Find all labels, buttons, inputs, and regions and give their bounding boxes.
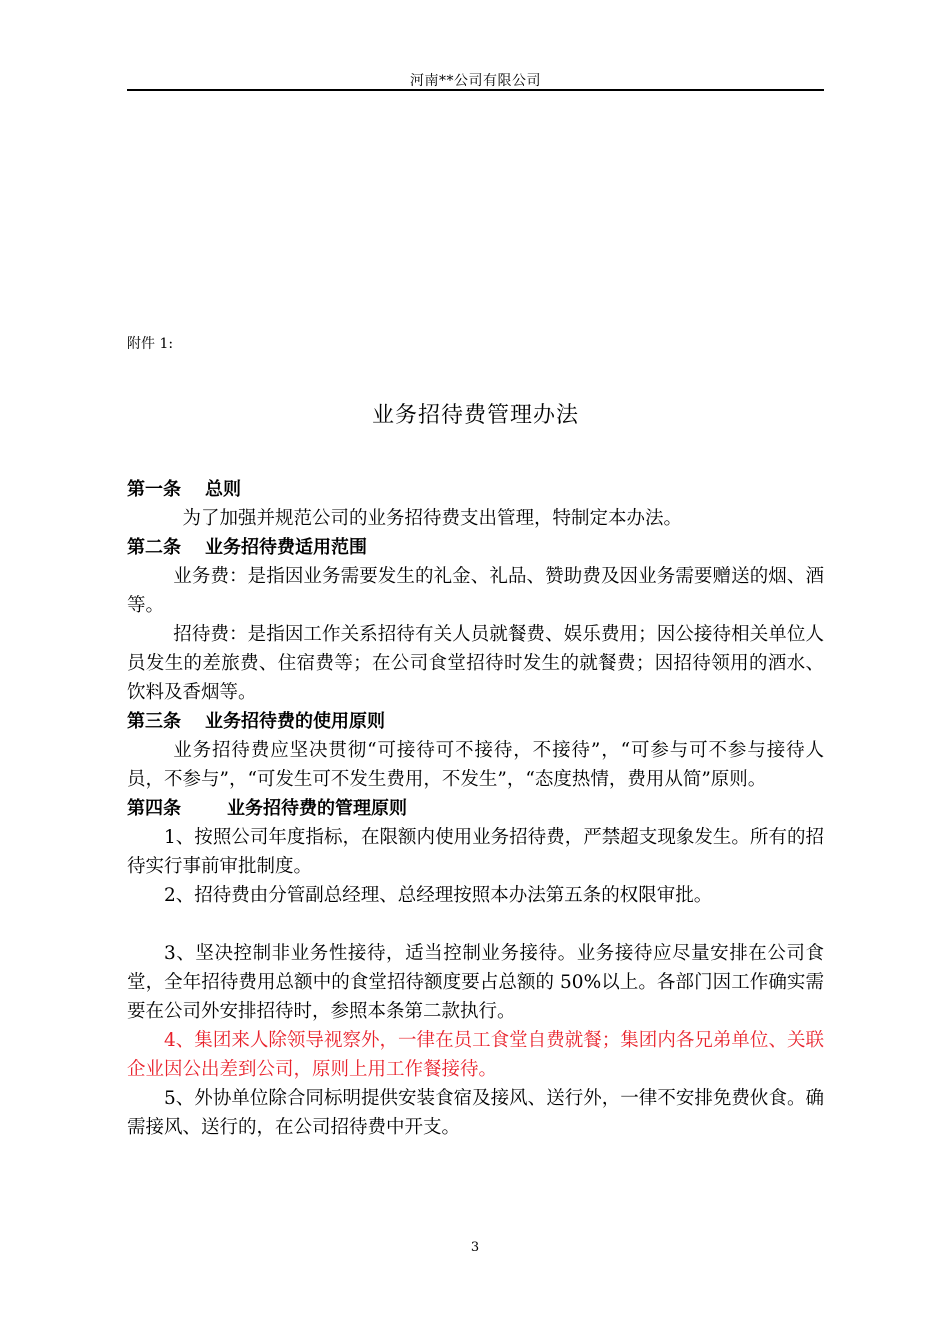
article-title: 总则 <box>205 479 241 500</box>
article-4-item-2: 2、招待费由分管副总经理、总经理按照本办法第五条的权限审批。 <box>164 885 713 906</box>
attachment-label: 附件 1: <box>127 336 174 352</box>
header-divider <box>127 89 824 91</box>
article-title: 业务招待费适用范围 <box>205 537 367 558</box>
article-4-item-4-highlighted: 4、集团来人除领导视察外，一律在员工食堂自费就餐；集团内各兄弟单位、关联企业因公出差到公司，原则上用工作餐接待。 <box>127 1030 824 1080</box>
article-3-heading <box>127 707 824 736</box>
article-1-heading <box>127 475 824 504</box>
article-4-item-3: 3、坚决控制非业务性接待，适当控制业务接待。业务接待应尽量安排在公司食堂，全年招待费用总额中的食堂招待额度要占总额的 50%以上。各部门因工作确实需要在公司外安排招待时，参照本条第二款执行。 <box>127 943 824 1022</box>
article-4-item-1: 1、按照公司年度指标，在限额内使用业务招待费，严禁超支现象发生。所有的招待实行事前审批制度。 <box>127 827 824 877</box>
article-number: 第一条 <box>127 479 181 500</box>
article-4-heading <box>127 794 824 823</box>
article-number: 第四条 <box>127 798 181 819</box>
article-2-paragraph-reception: 招待费：是指因工作关系招待有关人员就餐费、娱乐费用；因公接待相关单位人员发生的差旅费、住宿费等；在公司食堂招待时发生的就餐费；因招待领用的酒水、饮料及香烟等。 <box>127 624 824 703</box>
article-3-paragraph: 业务招待费应坚决贯彻“可接待可不接待，不接待”，“可参与可不参与接待人员，不参与”，“可发生可不发生费用，不发生”，“态度热情，费用从简”原则。 <box>127 740 824 790</box>
page-number: 3 <box>470 1240 480 1255</box>
article-2-paragraph-business: 业务费：是指因业务需要发生的礼金、礼品、赞助费及因业务需要赠送的烟、酒等。 <box>127 566 824 616</box>
article-number: 第三条 <box>127 711 181 732</box>
article-2-heading <box>127 533 824 562</box>
article-title: 业务招待费的管理原则 <box>227 798 407 819</box>
article-number: 第二条 <box>127 537 181 558</box>
document-title: 业务招待费管理办法 <box>371 403 579 428</box>
article-title: 业务招待费的使用原则 <box>205 711 385 732</box>
document-body <box>127 475 824 1142</box>
page-header-company: 河南**公司有限公司 <box>410 73 541 89</box>
blank-line <box>127 910 824 939</box>
article-1-paragraph: 为了加强并规范公司的业务招待费支出管理，特制定本办法。 <box>182 508 683 529</box>
article-4-item-5: 5、外协单位除合同标明提供安装食宿及接风、送行外，一律不安排免费伙食。确需接风、送行的，在公司招待费中开支。 <box>127 1088 824 1138</box>
